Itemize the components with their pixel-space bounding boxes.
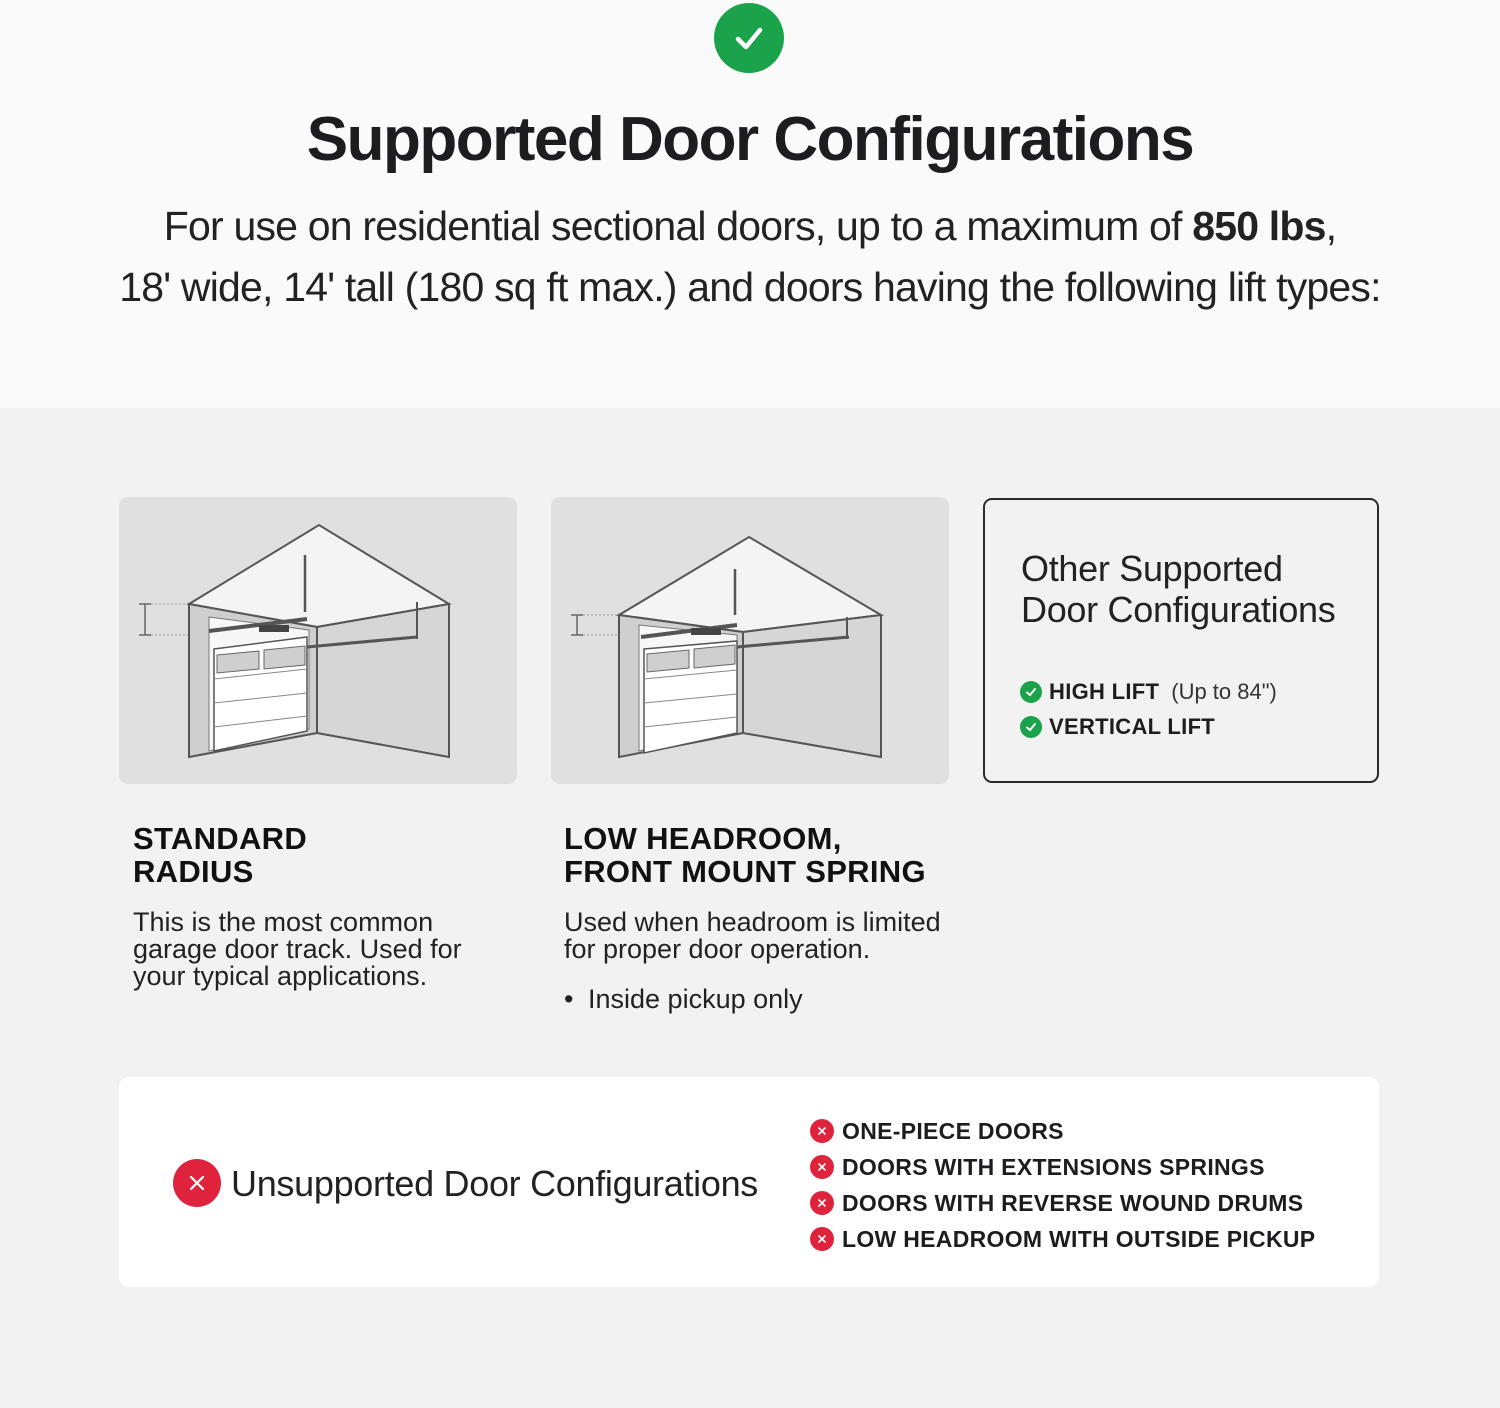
subtitle-line-2: 18' wide, 14' tall (180 sq ft max.) and doors having the following lift types: xyxy=(119,264,1381,310)
unsupported-list xyxy=(810,1113,1315,1257)
other-supported-title-line: Other Supported xyxy=(1021,548,1283,589)
list-item xyxy=(810,1221,1315,1257)
standard-radius-text xyxy=(133,822,462,990)
config-description xyxy=(133,909,462,990)
item-label: VERTICAL LIFT xyxy=(1049,713,1216,739)
subtitle-text: For use on residential sectional doors, up to a maximum of xyxy=(163,203,1193,249)
item-label: HIGH LIFT xyxy=(1049,678,1160,704)
low-headroom-text xyxy=(564,822,941,1015)
item-label: ONE-PIECE DOORS xyxy=(842,1117,1064,1144)
list-item xyxy=(810,1149,1315,1185)
check-circle-icon xyxy=(1020,716,1042,738)
other-supported-title-line: Door Configurations xyxy=(1021,589,1336,630)
config-title-line: FRONT MOUNT SPRING xyxy=(564,854,926,889)
low-headroom-illustration xyxy=(551,497,949,784)
description-line: Used when headroom is limited xyxy=(564,907,941,937)
item-label: DOORS WITH REVERSE WOUND DRUMS xyxy=(842,1189,1304,1216)
bullet-icon: • xyxy=(564,984,574,1014)
subtitle-line-1 xyxy=(0,196,1500,257)
description-line: for proper door operation. xyxy=(564,934,871,964)
x-circle-icon xyxy=(810,1227,834,1251)
header-section xyxy=(0,0,1500,408)
list-item xyxy=(810,1113,1315,1149)
page-subtitle xyxy=(0,196,1500,318)
item-label: LOW HEADROOM WITH OUTSIDE PICKUP xyxy=(842,1225,1316,1252)
config-title-line: RADIUS xyxy=(133,854,254,889)
item-label: DOORS WITH EXTENSIONS SPRINGS xyxy=(842,1153,1265,1180)
config-title xyxy=(564,822,941,888)
subtitle-comma: , xyxy=(1325,203,1337,249)
other-supported-title xyxy=(1021,548,1361,630)
unsupported-panel xyxy=(119,1077,1379,1287)
list-item xyxy=(1020,709,1277,744)
standard-radius-illustration xyxy=(119,497,517,784)
check-circle-icon xyxy=(1020,681,1042,703)
unsupported-title: Unsupported Door Configurations xyxy=(231,1163,759,1204)
x-circle-icon xyxy=(810,1119,834,1143)
item-note: (Up to 84") xyxy=(1171,678,1277,704)
other-supported-box xyxy=(983,498,1379,783)
other-supported-list xyxy=(1020,674,1277,744)
check-circle-icon xyxy=(714,3,784,73)
x-circle-icon xyxy=(810,1191,834,1215)
bullet-text: Inside pickup only xyxy=(588,984,803,1014)
max-weight: 850 lbs xyxy=(1192,203,1326,249)
description-line: your typical applications. xyxy=(133,961,428,991)
page-title: Supported Door Configurations xyxy=(306,105,1194,174)
config-description xyxy=(564,909,941,963)
config-title-line: STANDARD xyxy=(133,821,308,856)
x-circle-icon xyxy=(810,1155,834,1179)
list-item xyxy=(1020,674,1277,709)
config-title xyxy=(133,822,462,888)
list-item xyxy=(810,1185,1315,1221)
bullet-item xyxy=(564,984,941,1015)
description-line: garage door track. Used for xyxy=(133,934,462,964)
config-title-line: LOW HEADROOM, xyxy=(564,821,842,856)
description-line: This is the most common xyxy=(133,907,434,937)
x-circle-icon xyxy=(173,1159,221,1207)
